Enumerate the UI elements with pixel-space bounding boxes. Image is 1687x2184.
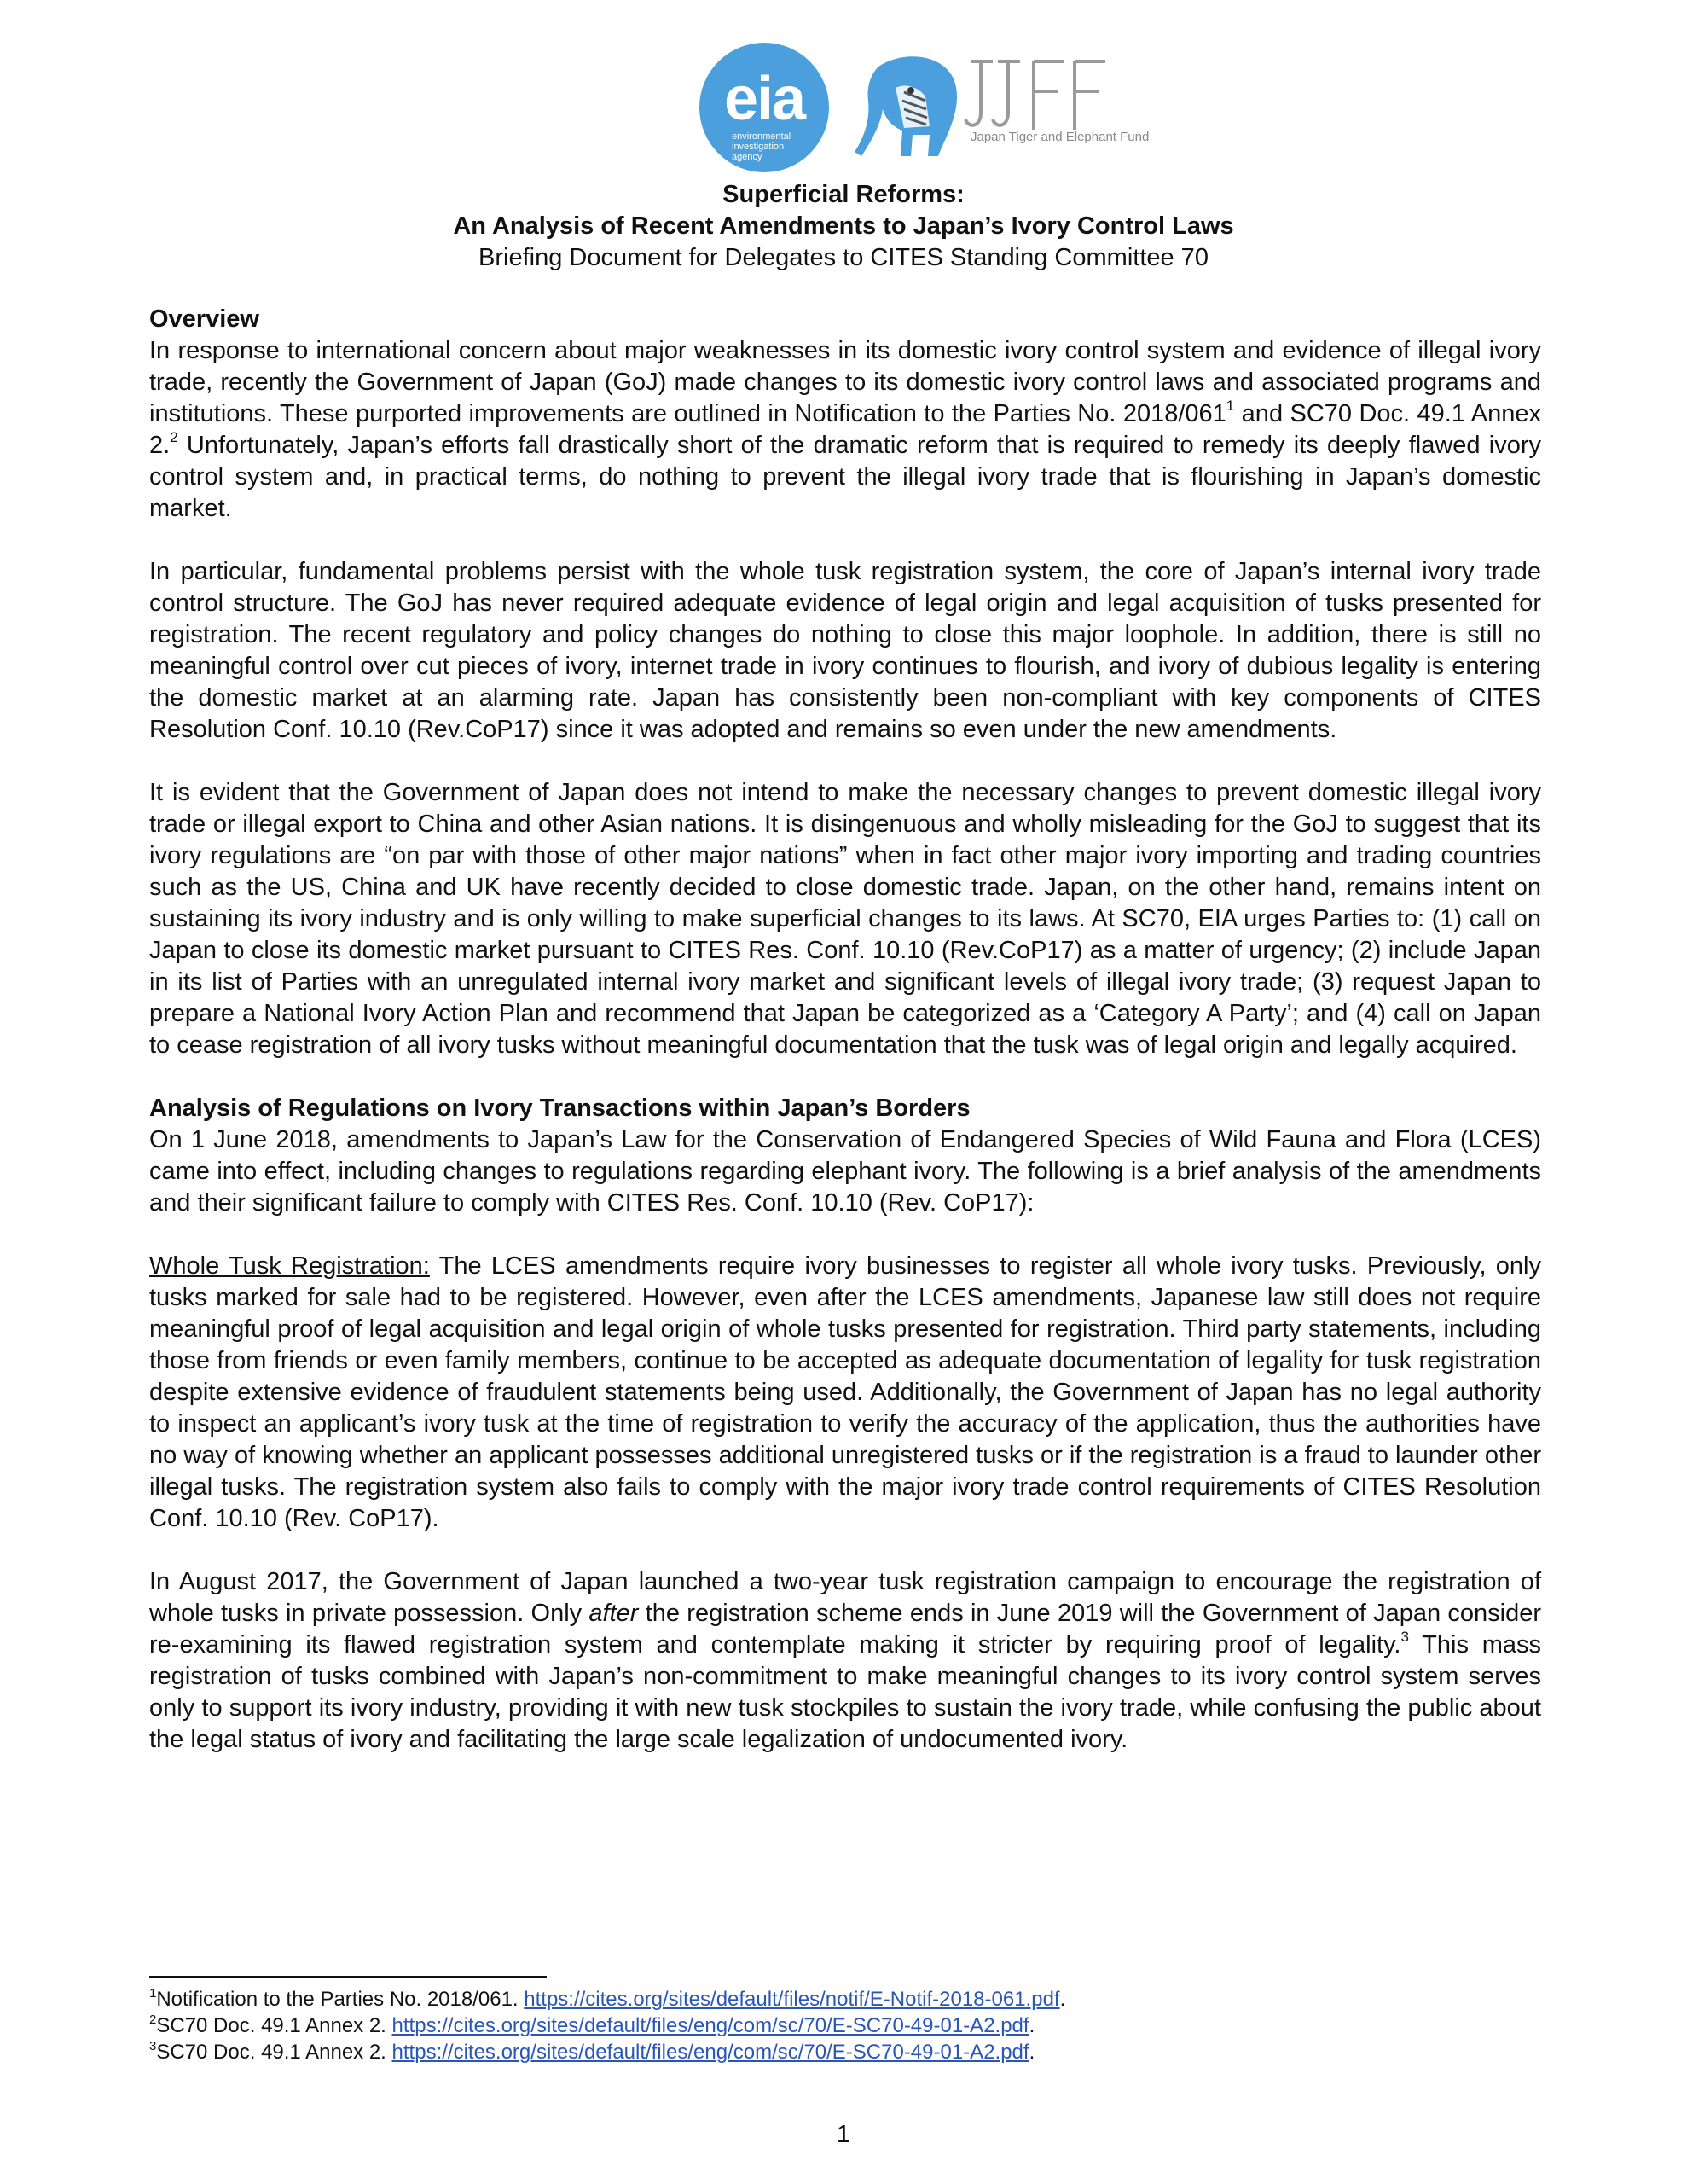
aug-emphasis: after <box>588 1600 639 1627</box>
eia-logo-word: eia <box>723 65 805 133</box>
footnote-divider <box>149 1976 547 1978</box>
analysis-intro: On 1 June 2018, amendments to Japan’s Law for the Conservation of Endangered Species of Wild Fauna and Flora (LCES) came into effect, including changes to regulations regarding elephant ivory. The following is a brief analysis of the amendments and their significant failure to comply with CITES Res. Conf. 10.10 (Rev. CoP17): <box>149 1126 1541 1217</box>
overview-paragraph-1 <box>149 335 1541 525</box>
footnote-2-end: . <box>1029 2014 1035 2037</box>
footnote-3-link[interactable]: https://cites.org/sites/default/files/eng/com/sc/70/E-SC70-49-01-A2.pdf <box>391 2041 1029 2064</box>
footnote-3-text: SC70 Doc. 49.1 Annex 2. <box>156 2041 392 2064</box>
footnotes <box>149 1986 1541 2065</box>
footnote-2-link[interactable]: https://cites.org/sites/default/files/eng/com/sc/70/E-SC70-49-01-A2.pdf <box>391 2014 1029 2037</box>
footnote-1-text: Notification to the Parties No. 2018/061. <box>156 1988 525 2011</box>
jtef-logo-caption: Japan Tiger and Elephant Fund <box>971 130 1150 144</box>
whole-tusk-registration-label: Whole Tusk Registration: <box>149 1252 430 1280</box>
august-2017-paragraph <box>149 1566 1541 1756</box>
overview-paragraph-2: In particular, fundamental problems persist with the whole tusk registration system, the core of Japan’s internal ivory trade control structure. The GoJ has never required adequate evidence of legal origin and legal acquisition of tusks presented for registration. The recent regulatory and policy changes do nothing to close this major loophole. In addition, there is still no meaningful control over cut pieces of ivory, internet trade in ivory continues to flourish, and ivory of dubious legality is entering the domestic market at an alarming rate. Japan has consistently been non-compliant with key components of CITES Resolution Conf. 10.10 (Rev.CoP17) since it was adopted and remains so even under the new amendments. <box>149 558 1541 743</box>
footnote-ref-2[interactable]: 2 <box>170 429 178 445</box>
footnote-2-text: SC70 Doc. 49.1 Annex 2. <box>156 2014 392 2037</box>
jtef-logo-mark <box>964 53 1151 138</box>
footnote-1-number: 1 <box>149 1986 157 2001</box>
overview-paragraph-3: It is evident that the Government of Japan does not intend to make the necessary changes to prevent domestic illegal ivory trade or illegal export to China and other Asian nations. It is disingenuous and wholly misleading for the GoJ to suggest that its ivory regulations are “on par with those of other major nations” when in fact other major ivory importing and trading countries such as the US, China and UK have recently decided to close domestic trade. Japan, on the other hand, remains intent on sustaining its ivory industry and is only willing to make superficial changes to its laws. At SC70, EIA urges Parties to: (1) call on Japan to close its domestic market pursuant to CITES Res. Conf. 10.10 (Rev.CoP17) as a matter of urgency; (2) include Japan in its list of Parties with an unregulated internal ivory market and significant levels of illegal ivory trade; (3) request Japan to prepare a National Ivory Action Plan and recommend that Japan be categorized as a ‘Category A Party’; and (4) call on Japan to cease registration of all ivory tusks without meaningful documentation that the tusk was of legal origin and legally acquired. <box>149 779 1541 1059</box>
analysis-heading: Analysis of Regulations on Ivory Transactions within Japan’s Borders <box>149 1095 971 1122</box>
title-line-1: Superficial Reforms: <box>722 181 965 208</box>
page-number: 1 <box>836 2121 851 2148</box>
header-logos <box>699 36 1150 172</box>
footnote-3-end: . <box>1029 2041 1035 2064</box>
aug-text-a: In August 2017, the Government of Japan launched a two-year tusk registration campaign to encourage the registration of whole tusks in private possession. Only <box>149 1568 1541 1627</box>
footnote-ref-3[interactable]: 3 <box>1400 1629 1409 1645</box>
footnote-3-number: 3 <box>149 2039 157 2053</box>
overview-p1-text-b: and SC70 Doc. 49.1 Annex 2. <box>149 400 1541 459</box>
aug-text-c: This mass registration of tusks combined with Japan’s non-commitment to make meaningful changes to its ivory control system serves only to support its ivory industry, providing it with new tusk stockpiles to sustain the ivory trade, while confusing the public about the legal status of ivory and facilitating the large scale legalization of undocumented ivory. <box>149 1631 1541 1753</box>
elephant-tiger-icon <box>844 49 972 169</box>
document-body <box>149 304 1541 1787</box>
whole-tusk-registration-text: The LCES amendments require ivory businesses to register all whole ivory tusks. Previously, only tusks marked for sale had to be registered. However, even after the LCES amendments, Japanese law still does not require meaningful proof of legal acquisition and legal origin of whole tusks presented for registration. Third party statements, including those from friends or even family members, continue to be accepted as adequate documentation of legality for tusk registration despite extensive evidence of fraudulent statements being used. Additionally, the Government of Japan has no legal authority to inspect an applicant’s ivory tusk at the time of registration to verify the accuracy of the application, thus the authorities have no way of knowing whether an applicant possesses additional unregistered tusks or if the registration is a fraud to launder other illegal tusks. The registration system also fails to comply with the major ivory trade control requirements of CITES Resolution Conf. 10.10 (Rev. CoP17). <box>149 1252 1541 1532</box>
document-title-block <box>0 179 1687 274</box>
footnote-1 <box>149 1986 1541 2013</box>
footnote-ref-1[interactable]: 1 <box>1226 398 1235 414</box>
title-line-2: An Analysis of Recent Amendments to Japan’s Ivory Control Laws <box>453 212 1234 240</box>
title-line-3: Briefing Document for Delegates to CITES Standing Committee 70 <box>478 244 1209 271</box>
whole-tusk-registration-paragraph <box>149 1251 1541 1535</box>
footnote-2-number: 2 <box>149 2013 157 2027</box>
footnote-1-end: . <box>1059 1988 1066 2011</box>
overview-heading: Overview <box>149 305 259 333</box>
overview-p1-text-c: Unfortunately, Japan’s efforts fall drastically short of the dramatic reform that is required to remedy its deeply flawed ivory control system and, in practical terms, do nothing to prevent the illegal ivory trade that is flourishing in Japan’s domestic market. <box>149 432 1541 522</box>
aug-text-b: the registration scheme ends in June 2019 will the Government of Japan consider re-examining its flawed registration system and contemplate making it stricter by requiring proof of legality. <box>149 1600 1541 1658</box>
footnote-3 <box>149 2039 1541 2065</box>
eia-logo-subtitle: environmental investigation agency <box>732 131 791 162</box>
footnote-2 <box>149 2013 1541 2039</box>
overview-p1-text-a: In response to international concern about major weaknesses in its domestic ivory control system and evidence of illegal ivory trade, recently the Government of Japan (GoJ) made changes to its domestic ivory control laws and associated programs and institutions. These purported improvements are outlined in Notification to the Parties No. 2018/061 <box>149 337 1541 427</box>
jtef-logo-text: JTEF <box>964 53 966 54</box>
footnote-1-link[interactable]: https://cites.org/sites/default/files/notif/E-Notif-2018-061.pdf <box>524 1988 1060 2011</box>
eia-logo <box>699 43 829 172</box>
